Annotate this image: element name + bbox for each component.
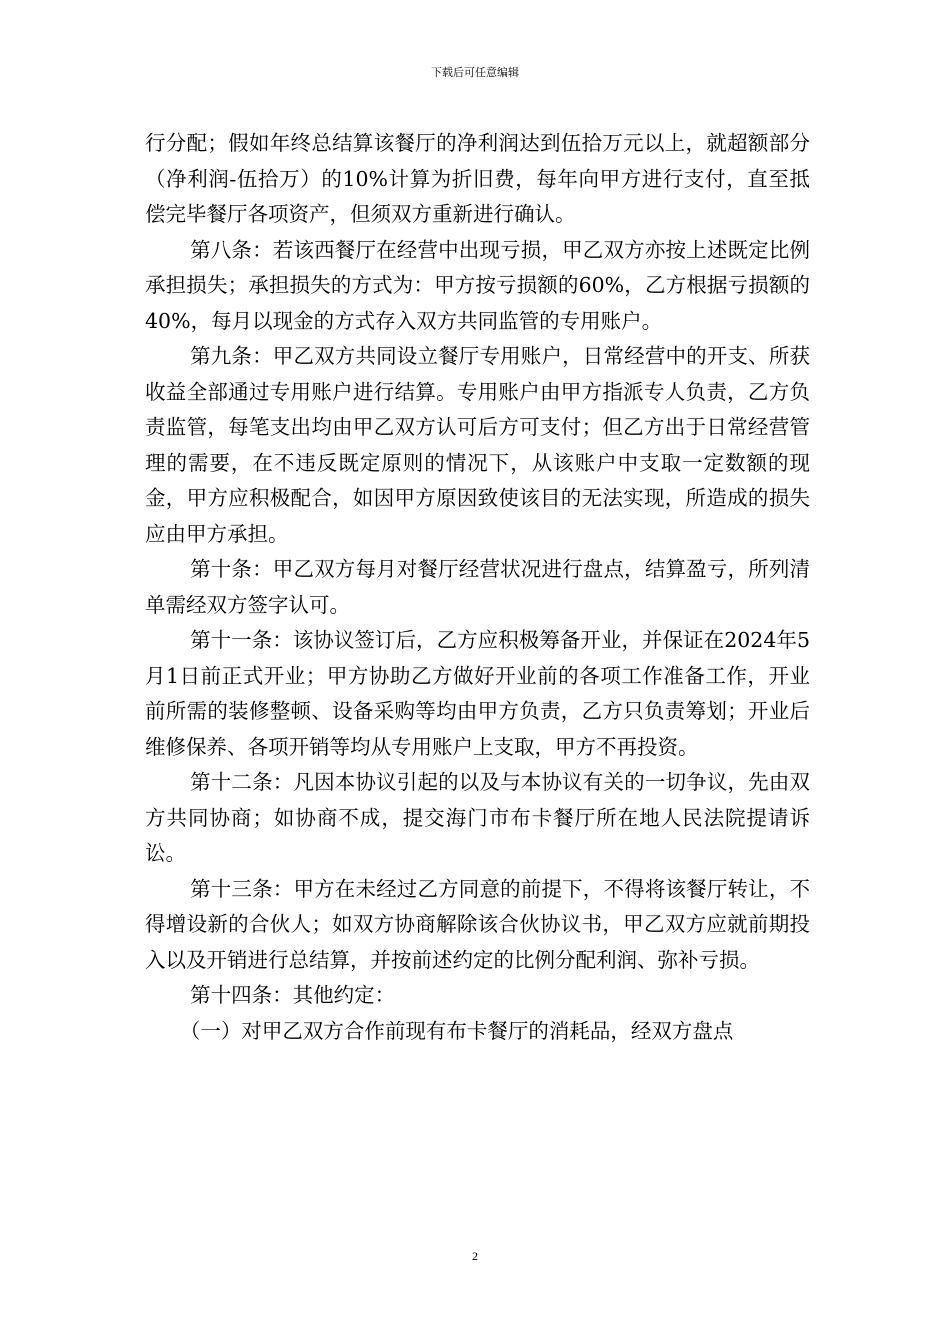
page-header-note: 下载后可任意编辑 — [431, 66, 519, 79]
paragraph-article-8: 第八条：若该西餐厅在经营中出现亏损，甲乙双方亦按上述既定比例承担损失；承担损失的方式为：甲方按亏损额的60%，乙方根据亏损额的40%，每月以现金的方式存入双方共同监管的专用账户。 — [145, 237, 810, 333]
paragraph-article-14: 第十四条：其他约定： — [190, 983, 396, 1007]
paragraph-article-9: 第九条：甲乙双方共同设立餐厅专用账户，日常经营中的开支、所获收益全部通过专用账户进行结算。专用账户由甲方指派专人负责，乙方负责监管，每笔支出均由甲乙双方认可后方可支付；但乙方出于日常经营管理的需要，在不违反既定原则的情况下，从该账户中支取一定数额的现金，甲方应积极配合，如因甲方原因致使该目的无法实现，所造成的损失应由甲方承担。 — [145, 344, 810, 546]
paragraph-article-14-item-1: （一）对甲乙双方合作前现有布卡餐厅的消耗品，经双方盘点 — [179, 1018, 734, 1043]
paragraph-article-13: 第十三条：甲方在未经过乙方同意的前提下，不得将该餐厅转让，不得增设新的合伙人；如双方协商解除该合伙协议书，甲乙双方应就前期投入以及开销进行总结算，并按前述约定的比例分配利润、弥补亏损。 — [145, 876, 810, 972]
document-body — [145, 126, 810, 1049]
paragraph-article-12: 第十二条：凡因本协议引起的以及与本协议有关的一切争议，先由双方共同协商；如协商不成，提交海门市布卡餐厅所在地人民法院提请诉讼。 — [145, 770, 810, 865]
page-number: 2 — [472, 1249, 478, 1263]
paragraph-article-10: 第十条：甲乙双方每月对餐厅经营状况进行盘点，结算盈亏，所列清单需经双方签字认可。 — [145, 557, 810, 617]
paragraph-continuation: 行分配；假如年终总结算该餐厅的净利润达到伍拾万元以上，就超额部分（净利润-伍拾万）的10%计算为折旧费，每年向甲方进行支付，直至抵偿完毕餐厅各项资产，但须双方重新进行确认。 — [145, 131, 810, 226]
paragraph-article-11: 第十一条：该协议签订后，乙方应积极筹备开业，并保证在2024年5月1日前正式开业；甲方协助乙方做好开业前的各项工作准备工作，开业前所需的装修整顿、设备采购等均由甲方负责，乙方只负责筹划；开业后维修保养、各项开销等均从专用账户上支取，甲方不再投资。 — [145, 628, 810, 759]
